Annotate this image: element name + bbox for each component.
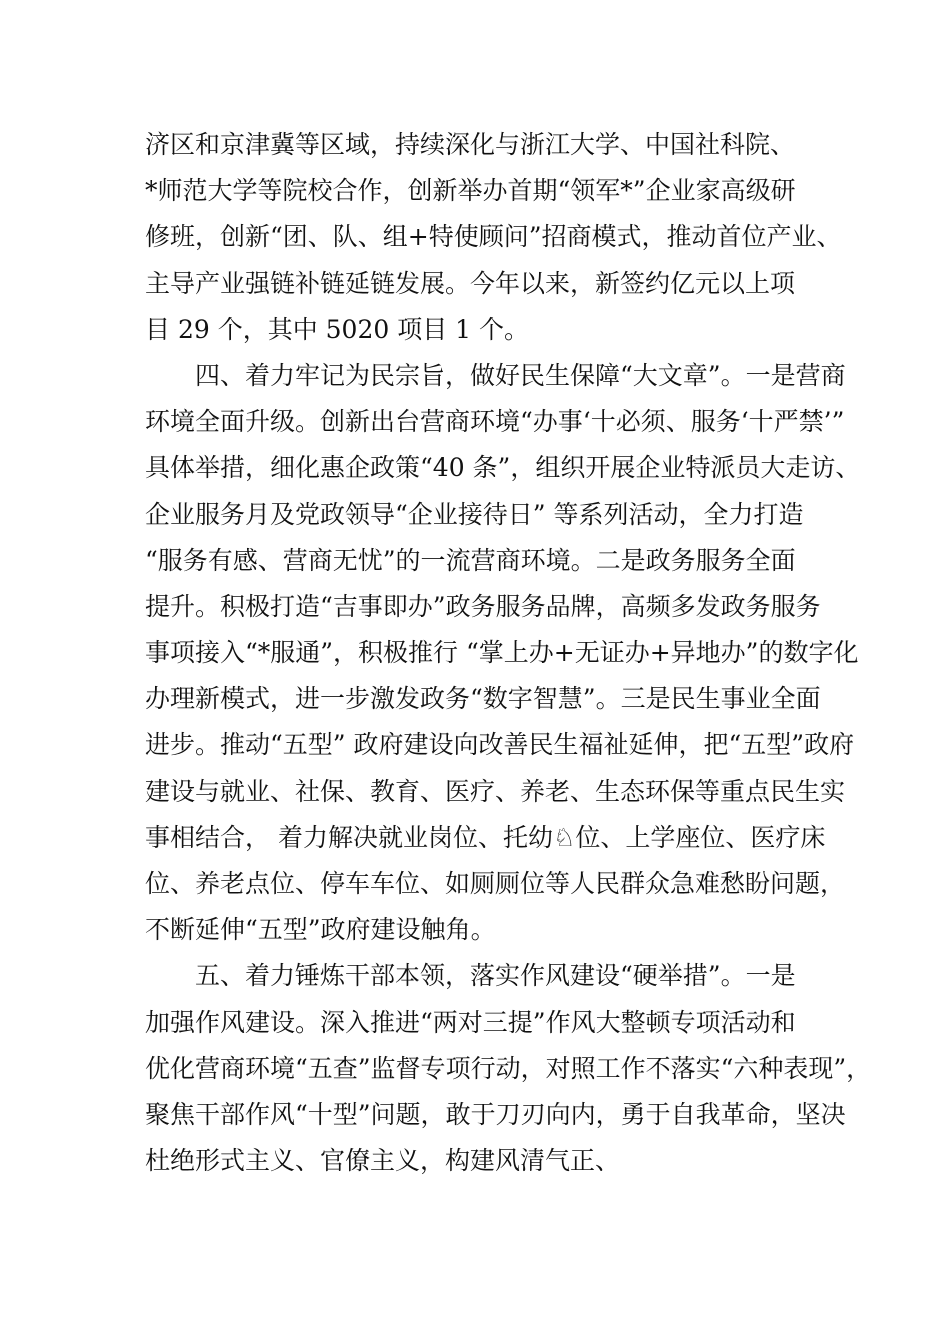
text-line: 杜绝形式主义、官僚主义，构建风清气正、 <box>145 1146 621 1176</box>
text-line: 济区和京津冀等区域，持续深化与浙江大学、中国社科院、 <box>145 130 796 159</box>
text-line: 主导产业强链补链延链发展。今年以来，新签约亿元以上项 <box>145 268 796 298</box>
text-line: 建设与就业、社保、教育、医疗、养老、生态环保等重点民生实 <box>145 776 846 806</box>
text-line: 进步。推动“五型” 政府建设向改善民生福祉延伸，把“五型”政府 <box>145 730 855 760</box>
text-line: 不断延伸“五型”政府建设触角。 <box>145 915 496 945</box>
body-text <box>145 122 872 1184</box>
paragraph-heading-line: 五、着力锤炼干部本领，落实作风建设“硬举措”。一是 <box>195 961 796 991</box>
text-line: 聚焦干部作风“十型”问题，敢于刀刃向内，勇于自我革命，坚决 <box>145 1099 846 1129</box>
text-line: 环境全面升级。创新出台营商环境“办事‘十必须、服务‘十严禁’” <box>145 407 845 437</box>
paragraph-heading-line: 四、着力牢记为民宗旨，做好民生保障“大文章”。一是营商 <box>195 360 846 390</box>
text-line: 修班，创新“团、队、组+特使顾问”招商模式，推动首位产业、 <box>145 222 842 252</box>
text-line: 具体举措，细化惠企政策“40 条”，组织开展企业特派员大走访、 <box>145 453 861 483</box>
text-line: 办理新模式，进一步激发政务“数字智慧”。三是民生事业全面 <box>145 684 821 714</box>
text-line: 目 29 个，其中 5020 项目 1 个。 <box>145 314 530 344</box>
text-line: 事相结合， 着力解决就业岗位、托幼♘位、上学座位、医疗床 <box>145 822 826 852</box>
text-line: “服务有感、营商无忧”的一流营商环境。二是政务服务全面 <box>145 545 796 575</box>
text-line: 位、养老点位、停车车位、如厕厕位等人民群众急难愁盼问题， <box>145 869 846 898</box>
text-line: *师范大学等院校合作，创新举办首期“领军*”企业家高级研 <box>145 176 796 206</box>
text-line: 企业服务月及党政领导“企业接待日” 等系列活动，全力打造 <box>145 499 804 529</box>
text-line: 提升。积极打造“吉事即办”政务服务品牌，高频多发政务服务 <box>145 591 821 621</box>
text-line: 优化营商环境“五查”监督专项行动，对照工作不落实“六种表现”， <box>145 1053 872 1083</box>
text-line: 事项接入“*服通”，积极推行 “掌上办+无证办+异地办”的数字化 <box>145 638 859 668</box>
text-line: 加强作风建设。深入推进“两对三提”作风大整顿专项活动和 <box>145 1007 796 1037</box>
